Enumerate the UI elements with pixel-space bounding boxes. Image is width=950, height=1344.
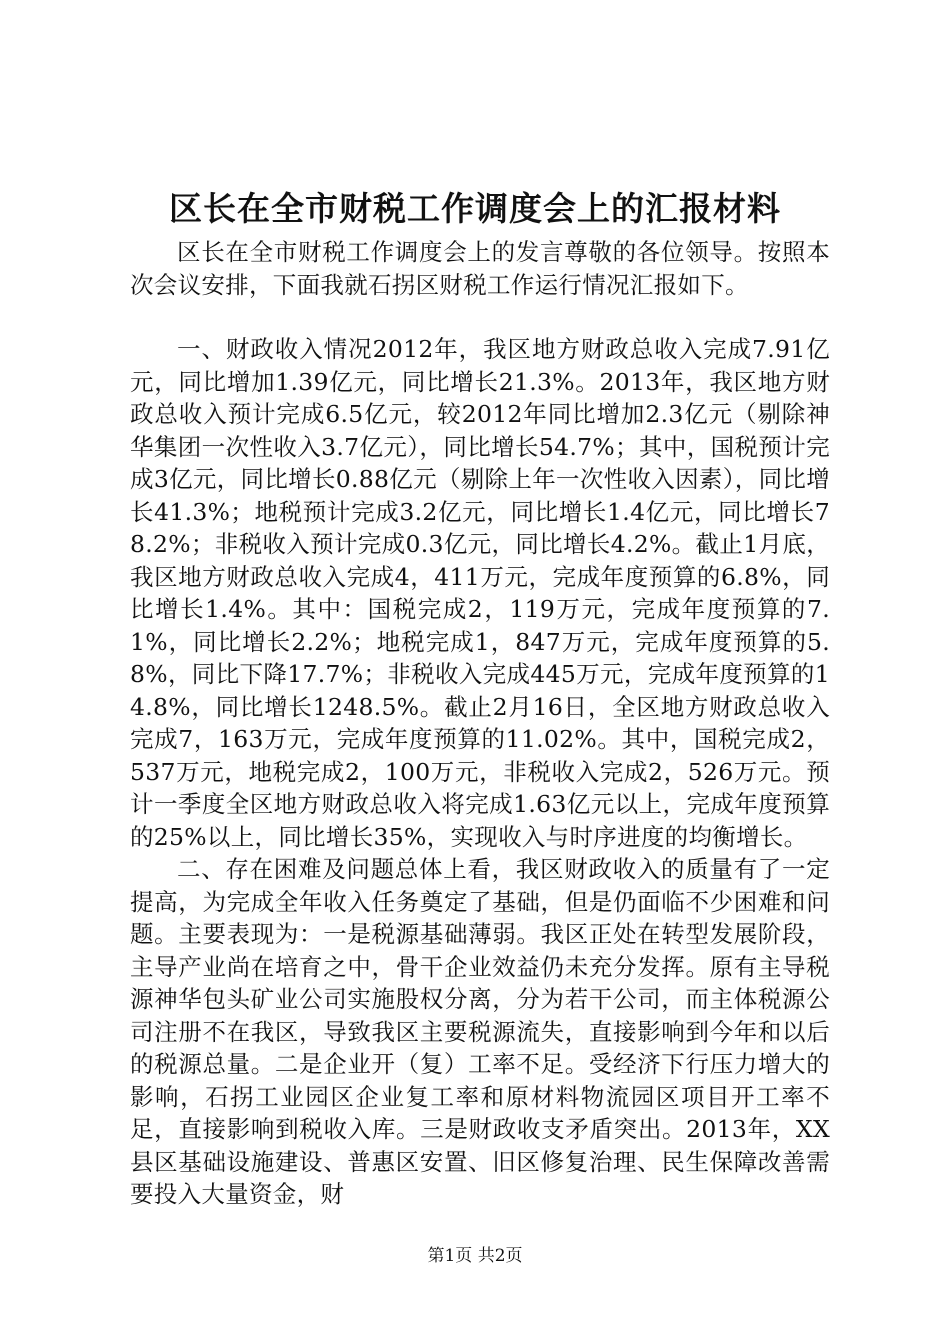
document-title: 区长在全市财税工作调度会上的汇报材料 xyxy=(169,189,781,228)
paragraph-problems: 二、存在困难及问题总体上看，我区财政收入的质量有了一定提高，为完成全年收入任务奠定了基础，但是仍面临不少困难和问题。主要表现为：一是税源基础薄弱。我区正处在转型发展阶段，主导产业尚在培育之中，骨干企业效益仍未充分发挥。原有主导税源神华包头矿业公司实施股权分离，分为若干公司，而主体税源公司注册不在我区，导致我区主要税源流失，直接影响到今年和以后的税源总量。二是企业开（复）工率不足。受经济下行压力增大的影响，石拐工业园区企业复工率和原材料物流园区项目开工率不足，直接影响到税收入库。三是财政收支矛盾突出。2013年，XX县区基础设施建设、普惠区安置、旧区修复治理、民生保障改善需要投入大量资金，财 xyxy=(130,855,830,1208)
page-footer: 第1页 共2页 xyxy=(427,1246,523,1266)
paragraph-revenue: 一、财政收入情况2012年，我区地方财政总收入完成7.91亿元，同比增加1.39亿元，同比增长21.3%。2013年，我区地方财政总收入预计完成6.5亿元，较2012年同比增加2.3亿元（剔除神华集团一次性收入3.7亿元），同比增长54.7%；其中，国税预计完成3亿元，同比增长0.88亿元（剔除上年一次性收入因素），同比增长41.3%；地税预计完成3.2亿元，同比增长1.4亿元，同比增长78.2%；非税收入预计完成0.3亿元，同比增长4.2%。截止1月底，我区地方财政总收入完成4，411万元，完成年度预算的6.8%，同比增长1.4%。其中：国税完成2，119万元，完成年度预算的7.1%，同比增长2.2%；地税完成1，847万元，完成年度预算的5.8%，同比下降17.7%；非税收入完成445万元，完成年度预算的14.8%，同比增长1248.5%。截止2月16日，全区地方财政总收入完成7，163万元，完成年度预算的11.02%。其中，国税完成2，537万元，地税完成2，100万元，非税收入完成2，526万元。预计一季度全区地方财政总收入将完成1.63亿元以上，完成年度预算的25%以上，同比增长35%，实现收入与时序进度的均衡增长。 xyxy=(130,335,830,851)
paragraph-intro: 区长在全市财税工作调度会上的发言尊敬的各位领导。按照本次会议安排，下面我就石拐区财税工作运行情况汇报如下。 xyxy=(130,238,830,299)
document-body xyxy=(130,236,830,1211)
